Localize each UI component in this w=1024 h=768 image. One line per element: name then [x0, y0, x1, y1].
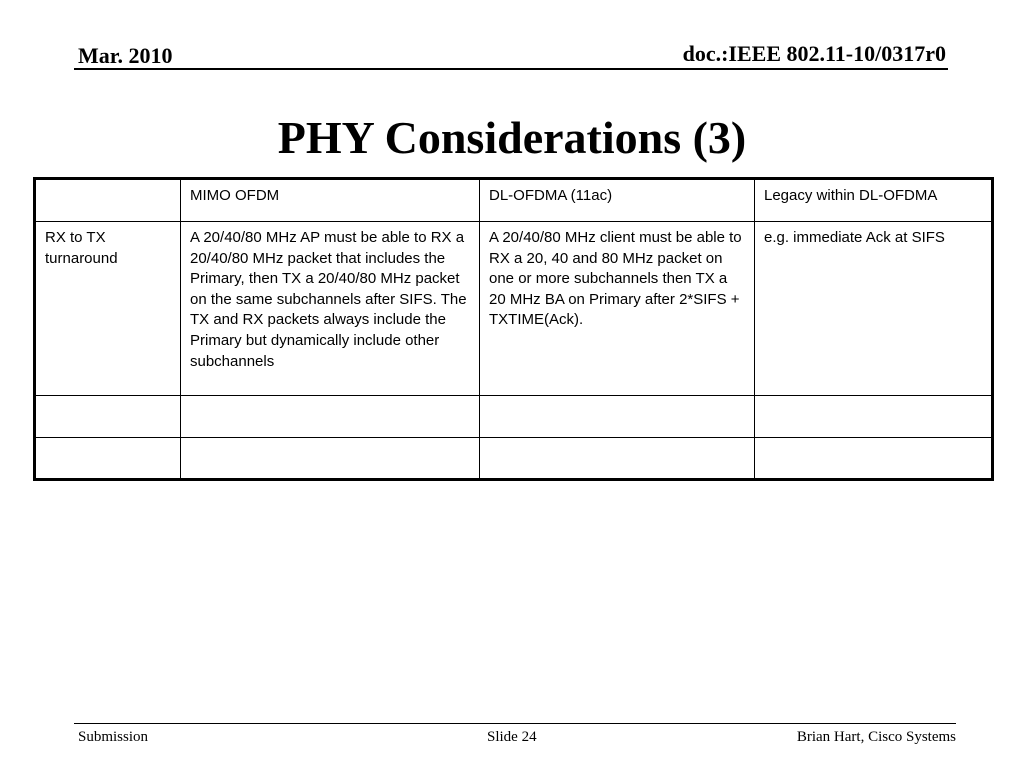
table-cell-row-label: RX to TX turnaround: [35, 222, 181, 396]
table-header-cell-mimo-ofdm: MIMO OFDM: [181, 179, 480, 222]
table-row-rx-tx-turnaround: [35, 222, 993, 396]
table-cell: [181, 438, 480, 480]
table-cell-mimo-ofdm: A 20/40/80 MHz AP must be able to RX a 20/40/80 MHz packet that includes the Primary, then TX a 20/40/80 MHz packet on the same subchannels after SIFS. The TX and RX packets always include the Primary but dynamically include other subchannels: [181, 222, 480, 396]
footer-submission: Submission: [78, 729, 149, 745]
table-cell: [480, 396, 755, 438]
table-cell: [480, 438, 755, 480]
table-header-row: [35, 179, 993, 222]
table-cell: [35, 396, 181, 438]
table-cell-dl-ofdma: A 20/40/80 MHz client must be able to RX a 20, 40 and 80 MHz packet on one or more subchannels then TX a 20 MHz BA on Primary after 2*SIFS + TXTIME(Ack).: [480, 222, 755, 396]
slide-title: PHY Considerations (3): [277, 112, 747, 163]
table-header-cell-legacy: Legacy within DL-OFDMA: [755, 179, 993, 222]
footer-divider: [74, 723, 956, 724]
table-cell: [35, 438, 181, 480]
table-cell-legacy: e.g. immediate Ack at SIFS: [755, 222, 993, 396]
table-header-cell-empty: [35, 179, 181, 222]
comparison-table: [33, 177, 994, 481]
table-cell: [755, 438, 993, 480]
footer-author: Brian Hart, Cisco Systems: [796, 729, 956, 745]
header-doc-id: doc.:IEEE 802.11-10/0317r0: [682, 41, 946, 66]
table-header-cell-dl-ofdma: DL-OFDMA (11ac): [480, 179, 755, 222]
header-date: Mar. 2010: [78, 43, 173, 68]
table-row-empty-1: [35, 396, 993, 438]
header-divider: [74, 68, 948, 70]
table-row-empty-2: [35, 438, 993, 480]
table-cell: [181, 396, 480, 438]
table-cell: [755, 396, 993, 438]
footer-slide-number: Slide 24: [487, 729, 537, 745]
